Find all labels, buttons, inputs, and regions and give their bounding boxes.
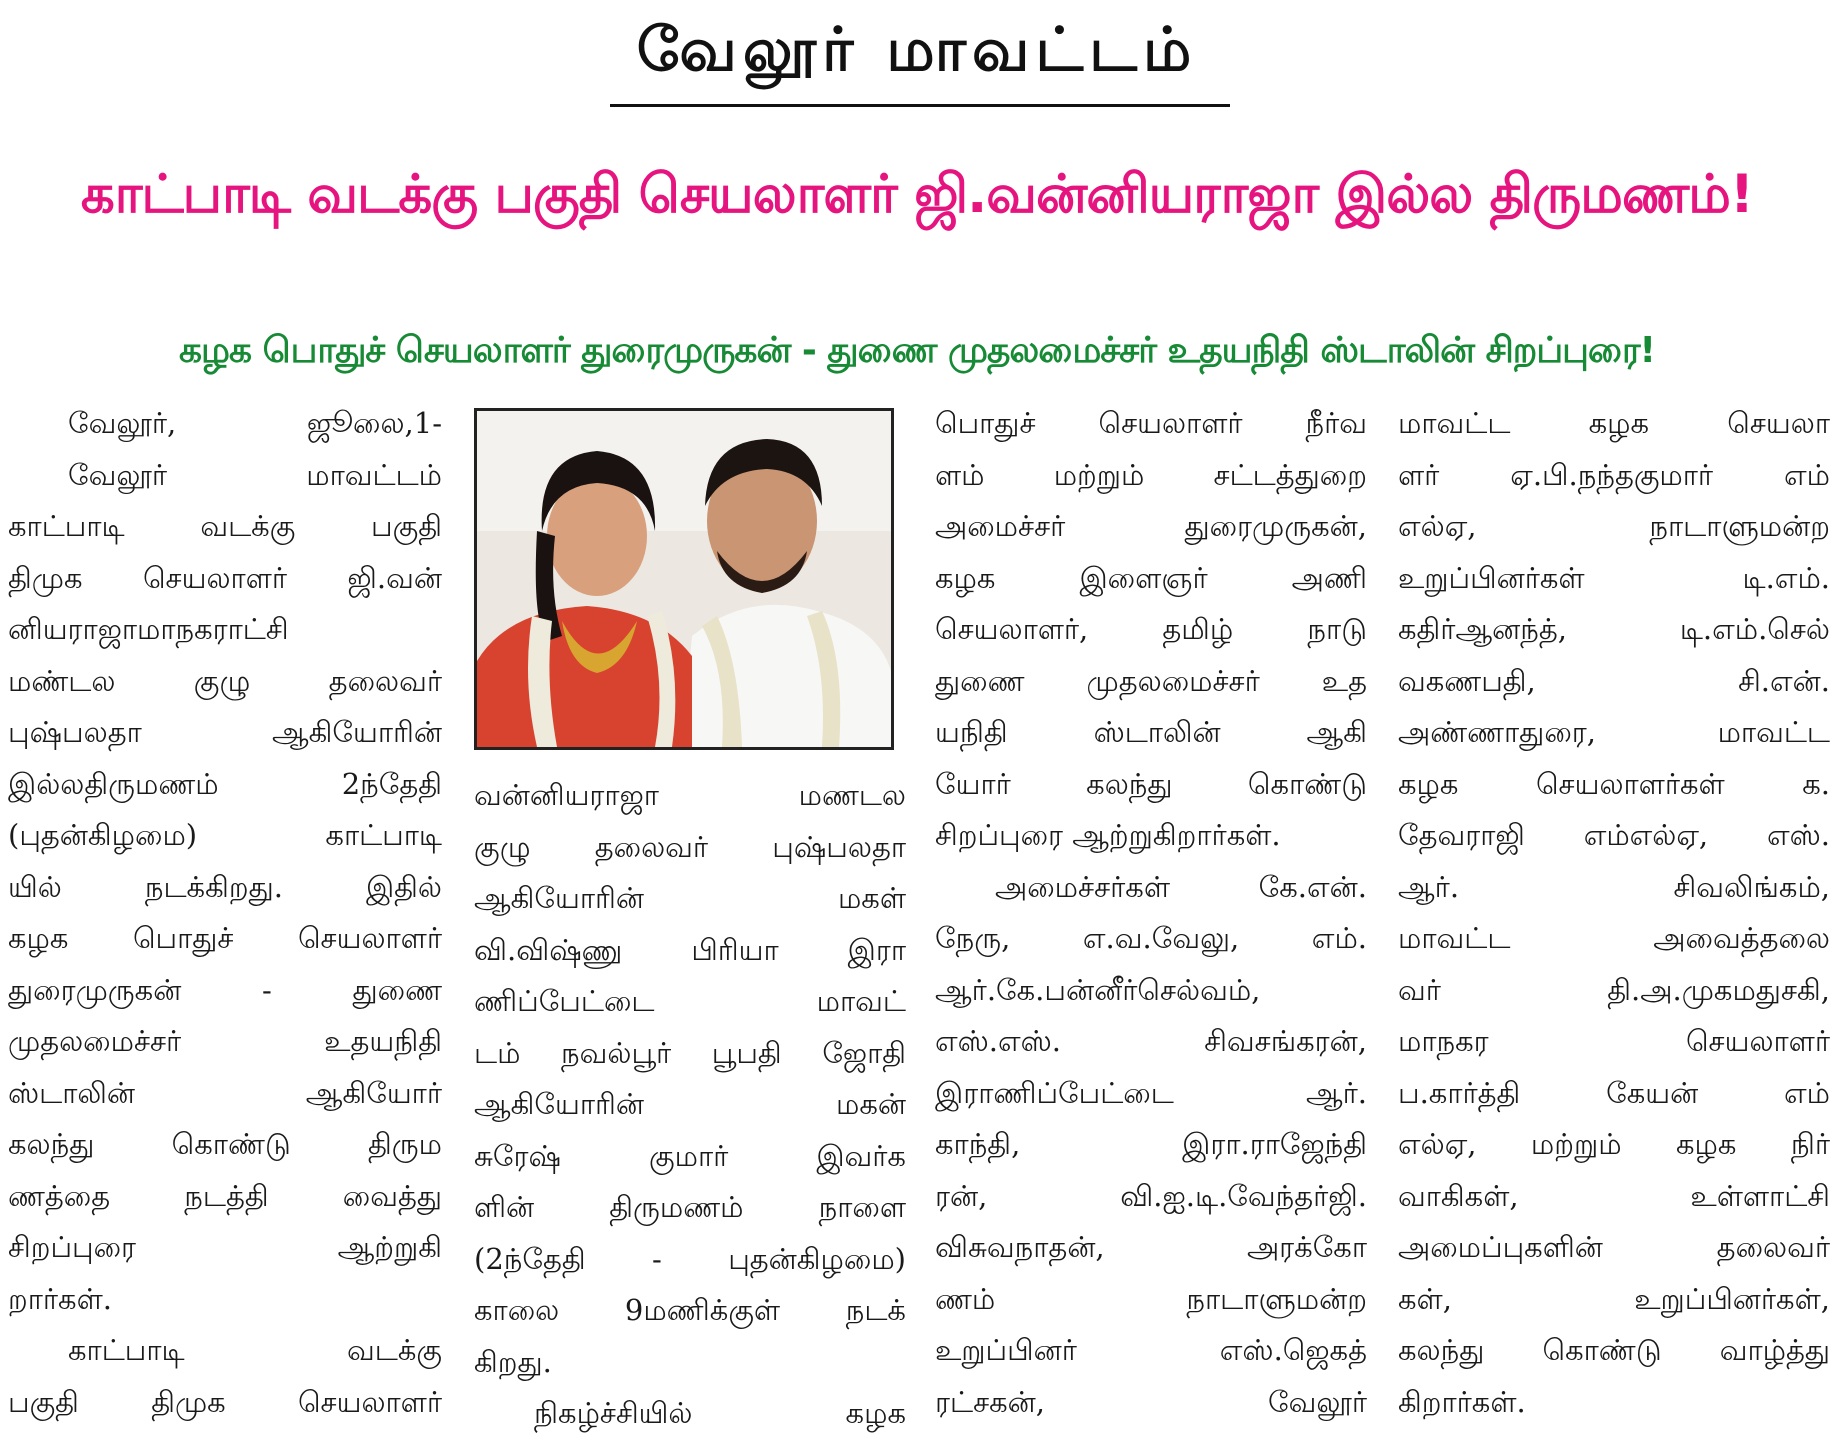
article-line: கலந்து கொண்டு திரும xyxy=(8,1127,442,1161)
article-column-4 xyxy=(1398,398,1830,1428)
article-line: துரைமுருகன் - துணை xyxy=(8,972,442,1007)
article-line: இராணிப்பேட்டை ஆர். xyxy=(935,1075,1367,1110)
article-line: யில் நடக்கிறது. இதில் xyxy=(8,869,442,904)
article-line: வகணபதி, சி.என். xyxy=(1398,663,1830,698)
article-line: மாவட்ட கழக செயலா xyxy=(1398,406,1830,440)
article-line: ஆகியோரின் மகள் xyxy=(474,881,906,915)
article-line: ரன், வி.ஐ.டி.வேந்தர்ஜி. xyxy=(935,1178,1367,1213)
article-line: டம் நவல்பூர் பூபதி ஜோதி xyxy=(474,1035,906,1070)
article-line: முதலமைச்சர் உதயநிதி xyxy=(8,1024,442,1058)
article-line: ணத்தை நடத்தி வைத்து xyxy=(8,1178,442,1213)
title-underline xyxy=(610,104,1230,107)
article-line: எஸ்.எஸ். சிவசங்கரன், xyxy=(935,1024,1367,1058)
article-line: காட்பாடி வடக்கு பகுதி xyxy=(8,509,442,543)
article-column-2 xyxy=(474,770,906,1440)
article-line: அண்ணாதுரை, மாவட்ட xyxy=(1398,715,1830,749)
article-line: கழக செயலாளர்கள் க. xyxy=(1398,766,1830,801)
article-line: பகுதி திமுக செயலாளர் xyxy=(8,1384,442,1419)
article-line: தேவராஜி எம்எல்ஏ, எஸ். xyxy=(1398,818,1830,852)
article-line: குழு தலைவர் புஷ்பலதா xyxy=(474,829,906,864)
article-line: சிறப்புரை ஆற்றுகி xyxy=(8,1230,442,1264)
article-line: காலை 9மணிக்குள் நடக் xyxy=(474,1293,906,1327)
article-line: யநிதி ஸ்டாலின் ஆகி xyxy=(935,715,1367,749)
article-line: வேலூர், ஜூலை,1- xyxy=(68,406,442,440)
article-line: கிறார்கள். xyxy=(1398,1384,1526,1419)
article-line: மண்டல குழு தலைவர் xyxy=(8,663,442,698)
article-line: புஷ்பலதா ஆகியோரின் xyxy=(8,715,442,749)
article-line: றார்கள். xyxy=(8,1281,112,1316)
article-line: னியராஜாமாநகராட்சி xyxy=(8,612,289,646)
article-line: ணம் நாடாளுமன்ற xyxy=(935,1281,1367,1316)
article-line: வாகிகள், உள்ளாட்சி xyxy=(1398,1178,1830,1213)
article-line: கள், உறுப்பினர்கள், xyxy=(1398,1281,1830,1316)
article-column-3 xyxy=(935,398,1367,1428)
article-line: அமைச்சர் துரைமுருகன், xyxy=(935,509,1367,543)
article-line: வி.விஷ்ணு பிரியா இரா xyxy=(474,932,906,967)
article-line: மாநகர செயலாளர் xyxy=(1398,1024,1830,1058)
article-line: கிறது. xyxy=(474,1344,552,1379)
article-line: நிகழ்ச்சியில் கழக xyxy=(534,1396,906,1430)
article-line: கதிர்ஆனந்த், டி.எம்.செல் xyxy=(1398,612,1830,646)
article-line: வேலூர் மாவட்டம் xyxy=(68,457,442,492)
article-line: விசுவநாதன், அரக்கோ xyxy=(935,1230,1367,1264)
article-line: வர் தி.அ.முகமதுசகி, xyxy=(1398,972,1830,1007)
article-line: சிறப்புரை ஆற்றுகிறார்கள். xyxy=(935,818,1281,852)
article-line: கழக இளைஞர் அணி xyxy=(935,560,1367,595)
article-line: (புதன்கிழமை) காட்பாடி xyxy=(8,818,442,852)
article-line: காட்பாடி வடக்கு xyxy=(68,1333,442,1367)
article-line: துணை முதலமைச்சர் உத xyxy=(935,663,1367,698)
article-line: ணிப்பேட்டை மாவட் xyxy=(474,984,906,1018)
article-column-1 xyxy=(8,398,442,1428)
section-title: வேலூர் மாவட்டம் xyxy=(636,15,1198,85)
article-line: இல்லதிருமணம் 2ந்தேதி xyxy=(8,766,442,801)
article-line: அமைச்சர்கள் கே.என். xyxy=(995,869,1367,904)
article-line: ளம் மற்றும் சட்டத்துறை xyxy=(935,457,1367,492)
article-line: செயலாளர், தமிழ் நாடு xyxy=(935,612,1367,646)
article-line: நேரு, எ.வ.வேலு, எம். xyxy=(935,921,1367,955)
article-line: (2ந்தேதி - புதன்கிழமை) xyxy=(474,1241,906,1276)
article-line: வன்னியராஜா மணடல xyxy=(474,778,906,812)
headline: காட்பாடி வடக்கு பகுதி செயலாளர் ஜி.வன்னியராஜா இல்ல திருமணம்! xyxy=(80,164,1754,225)
article-line: உறுப்பினர் எஸ்.ஜெகத் xyxy=(935,1333,1367,1367)
article-line: யோர் கலந்து கொண்டு xyxy=(935,766,1367,801)
article-line: ளின் திருமணம் நாளை xyxy=(474,1190,906,1224)
article-line: ளர் ஏ.பி.நந்தகுமார் எம் xyxy=(1398,457,1830,492)
article-line: கழக பொதுச் செயலாளர் xyxy=(8,921,442,955)
article-line: ரட்சகன், வேலூர் xyxy=(935,1384,1367,1419)
wedding-couple-photo xyxy=(474,408,894,750)
article-line: ஆகியோரின் மகன் xyxy=(474,1087,906,1121)
article-line: உறுப்பினர்கள் டி.எம். xyxy=(1398,560,1830,595)
article-line: ஸ்டாலின் ஆகியோர் xyxy=(8,1075,442,1110)
article-line: ப.கார்த்தி கேயன் எம் xyxy=(1398,1075,1830,1110)
article-line: எல்ஏ, நாடாளுமன்ற xyxy=(1398,509,1830,543)
article-line: காந்தி, இரா.ராஜேந்தி xyxy=(935,1127,1367,1161)
article-line: கலந்து கொண்டு வாழ்த்து xyxy=(1398,1333,1830,1367)
article-line: ஆர். சிவலிங்கம், xyxy=(1398,869,1830,904)
article-line: திமுக செயலாளர் ஜி.வன் xyxy=(8,560,442,595)
article-line: பொதுச் செயலாளர் நீர்வ xyxy=(935,406,1367,440)
article-line: மாவட்ட அவைத்தலை xyxy=(1398,921,1830,955)
article-line: ஆர்.கே.பன்னீர்செல்வம், xyxy=(935,972,1261,1007)
article-line: அமைப்புகளின் தலைவர் xyxy=(1398,1230,1830,1264)
subheadline: கழக பொதுச் செயலாளர் துரைமுருகன் - துணை முதலமைச்சர் உதயநிதி ஸ்டாலின் சிறப்புரை! xyxy=(179,330,1655,371)
article-line: சுரேஷ் குமார் இவர்க xyxy=(474,1138,906,1173)
article-line: எல்ஏ, மற்றும் கழக நிர் xyxy=(1398,1127,1830,1161)
